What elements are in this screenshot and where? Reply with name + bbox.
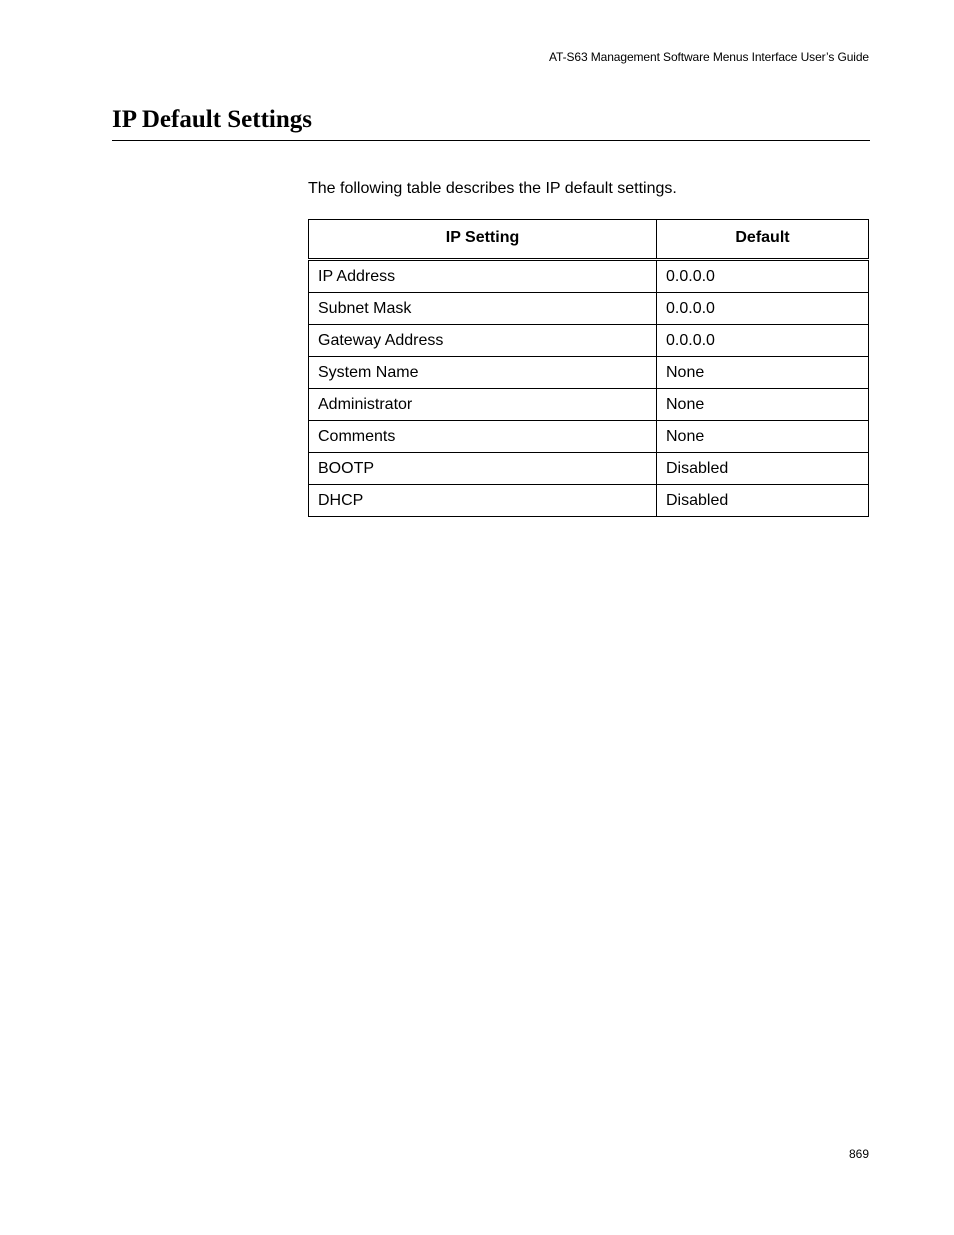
cell-ip-setting: DHCP [309, 485, 657, 517]
cell-default: None [657, 421, 869, 453]
column-header-default: Default [657, 220, 869, 260]
table-row [309, 389, 869, 421]
cell-default: Disabled [657, 453, 869, 485]
cell-ip-setting: Comments [309, 421, 657, 453]
intro-paragraph: The following table describes the IP default settings. [308, 180, 677, 197]
table-row [309, 421, 869, 453]
cell-ip-setting: System Name [309, 357, 657, 389]
table-header-row [309, 220, 869, 260]
page-number: 869 [848, 1147, 869, 1161]
cell-default: 0.0.0.0 [657, 325, 869, 357]
ip-defaults-table [308, 219, 869, 517]
cell-ip-setting: Subnet Mask [309, 293, 657, 325]
section-title: IP Default Settings [112, 106, 312, 133]
cell-default: None [657, 357, 869, 389]
table-row [309, 260, 869, 293]
table-row [309, 325, 869, 357]
table-row [309, 357, 869, 389]
table-row [309, 293, 869, 325]
cell-default: 0.0.0.0 [657, 293, 869, 325]
column-header-ip-setting: IP Setting [309, 220, 657, 260]
table-row [309, 453, 869, 485]
cell-ip-setting: Gateway Address [309, 325, 657, 357]
cell-ip-setting: BOOTP [309, 453, 657, 485]
ip-defaults-table-wrapper [308, 219, 868, 517]
running-header: AT-S63 Management Software Menus Interface User’s Guide [549, 50, 869, 64]
table-row [309, 485, 869, 517]
title-rule [112, 140, 870, 141]
cell-default: 0.0.0.0 [657, 260, 869, 293]
cell-ip-setting: Administrator [309, 389, 657, 421]
cell-ip-setting: IP Address [309, 260, 657, 293]
cell-default: None [657, 389, 869, 421]
cell-default: Disabled [657, 485, 869, 517]
